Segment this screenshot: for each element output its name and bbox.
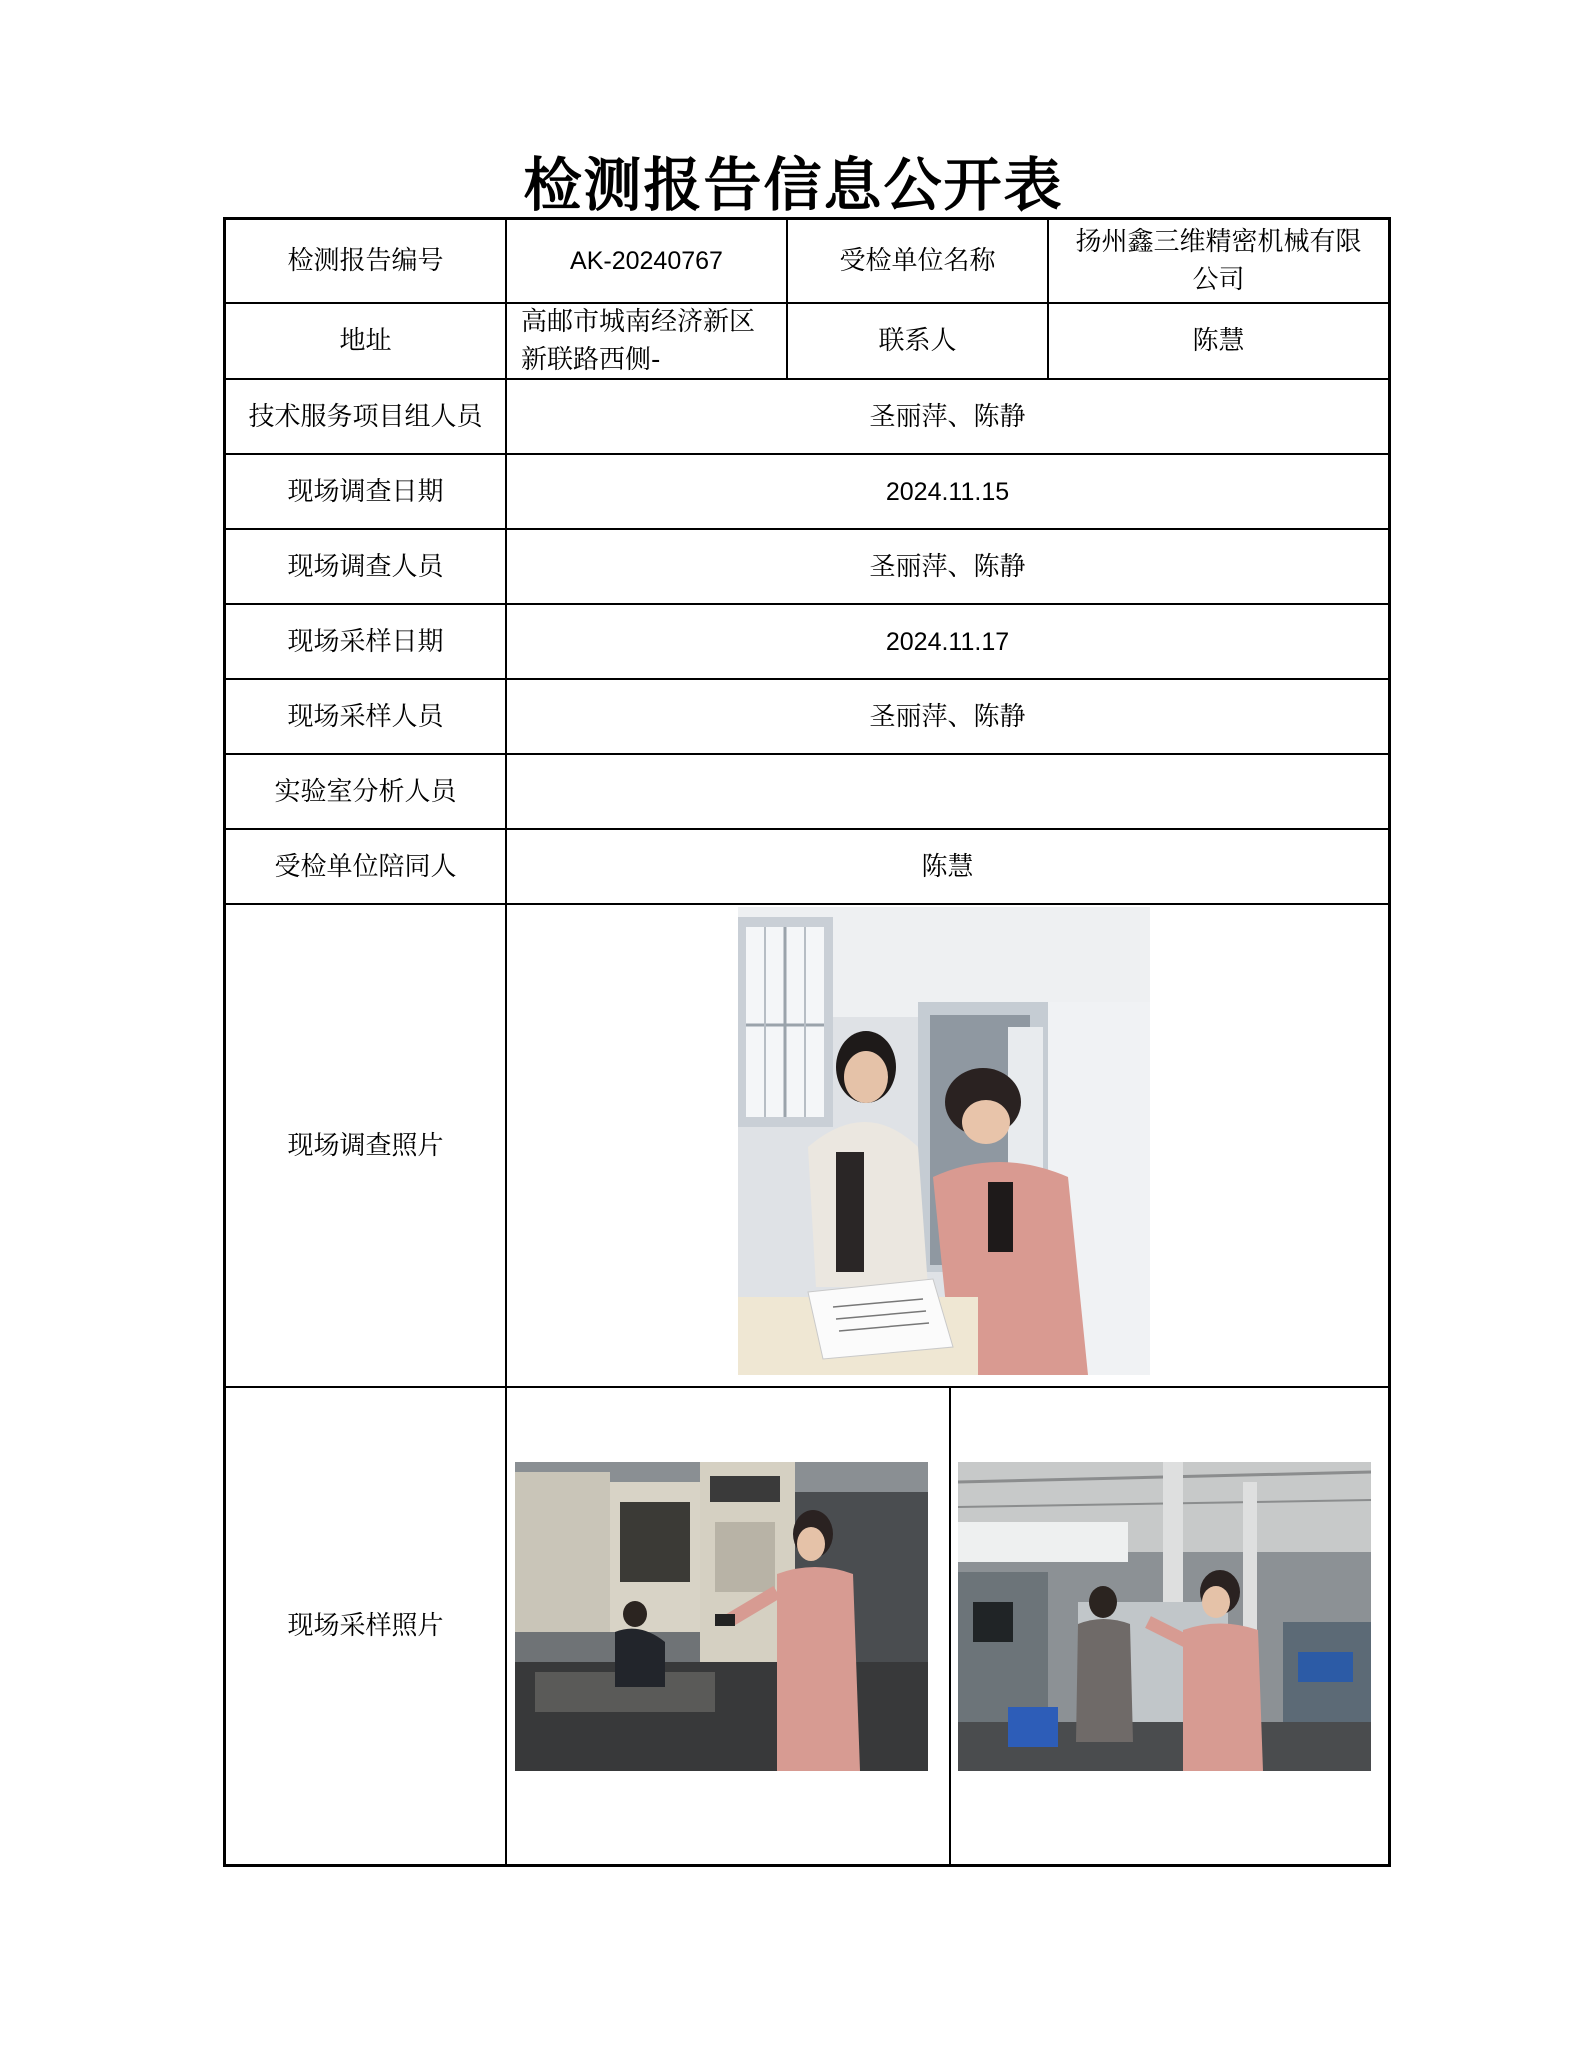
survey-date-value: 2024.11.15 (507, 455, 1388, 530)
survey-date-label: 现场调查日期 (226, 455, 507, 530)
report-no-value: AK-20240767 (507, 220, 788, 304)
page-title: 检测报告信息公开表 (523, 151, 1064, 219)
sampling-photo-label: 现场采样照片 (226, 1388, 507, 1864)
sampling-date-label: 现场采样日期 (226, 605, 507, 680)
report-no-label: 检测报告编号 (226, 220, 507, 304)
unit-name-label: 受检单位名称 (788, 220, 1049, 304)
survey-staff-label: 现场调查人员 (226, 530, 507, 605)
contact-value: 陈慧 (1049, 304, 1388, 380)
team-label: 技术服务项目组人员 (226, 380, 507, 455)
escort-label: 受检单位陪同人 (226, 830, 507, 905)
sampling-staff-value: 圣丽萍、陈静 (507, 680, 1388, 755)
sampling-photo-1 (515, 1462, 928, 1771)
sampling-photo-2 (958, 1462, 1371, 1771)
unit-name-value: 扬州鑫三维精密机械有限公司 (1049, 220, 1388, 304)
lab-staff-value (507, 755, 1388, 830)
survey-photo (738, 907, 1150, 1375)
sampling-date-value: 2024.11.17 (507, 605, 1388, 680)
lab-staff-label: 实验室分析人员 (226, 755, 507, 830)
team-value: 圣丽萍、陈静 (507, 380, 1388, 455)
contact-label: 联系人 (788, 304, 1049, 380)
address-label: 地址 (226, 304, 507, 380)
escort-value: 陈慧 (507, 830, 1388, 905)
sampling-staff-label: 现场采样人员 (226, 680, 507, 755)
survey-staff-value: 圣丽萍、陈静 (507, 530, 1388, 605)
address-value: 高邮市城南经济新区新联路西侧- (507, 304, 788, 380)
survey-photo-label: 现场调查照片 (226, 905, 507, 1388)
